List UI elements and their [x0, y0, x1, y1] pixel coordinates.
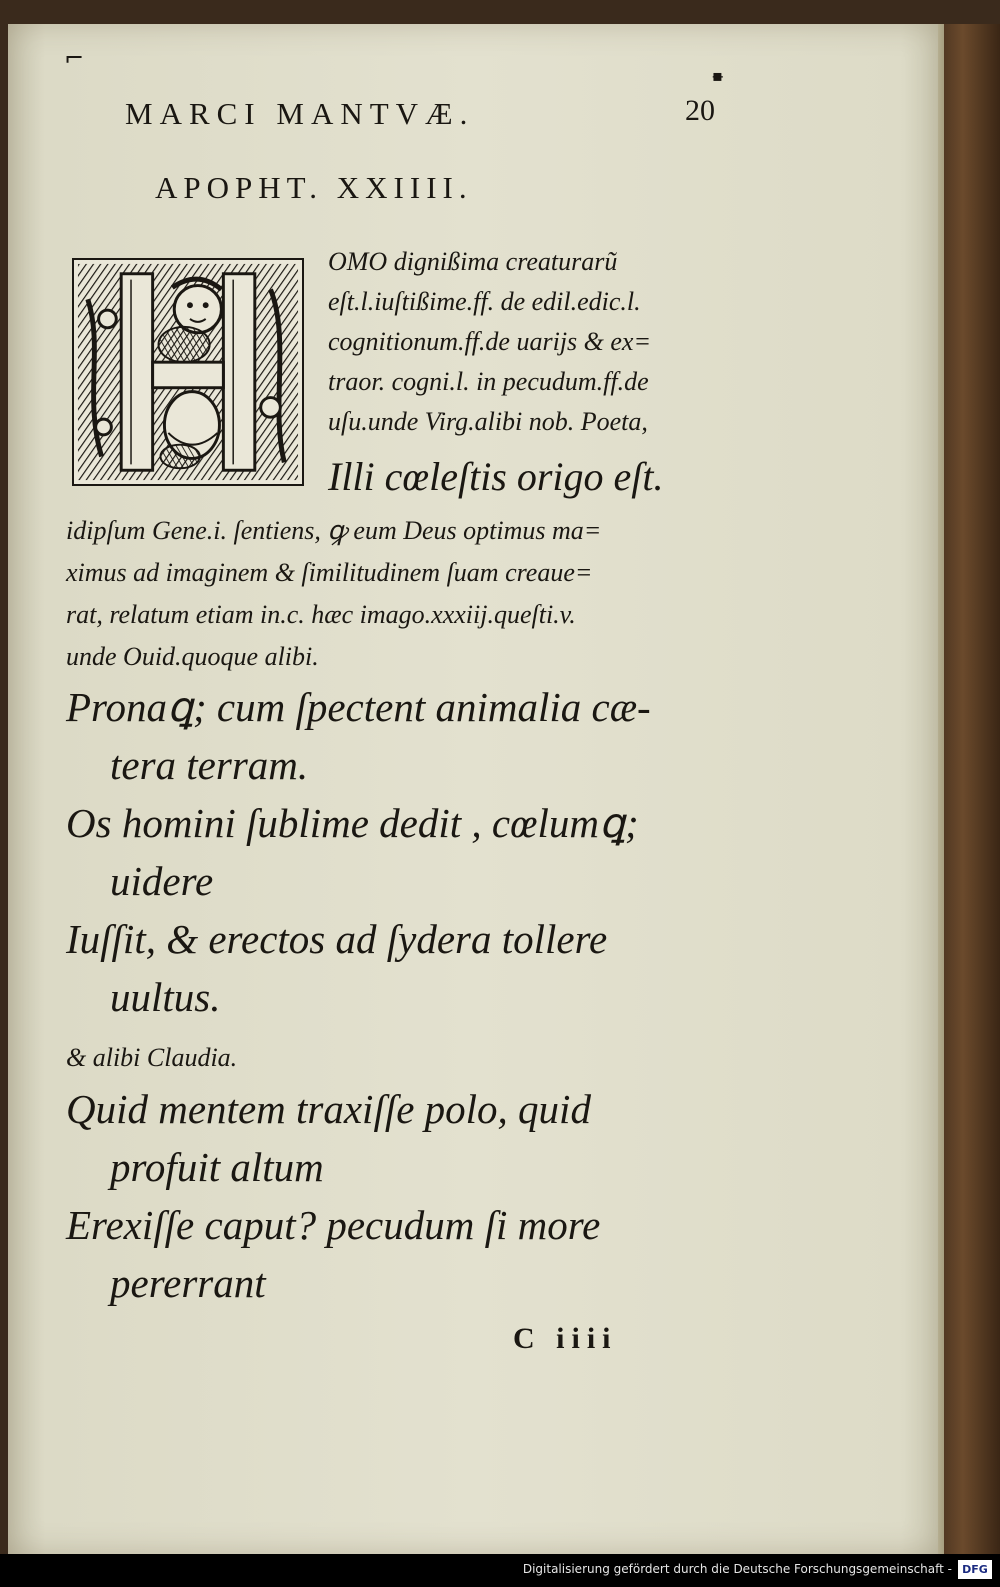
verse-line: Erexiſſe caput? pecudum ſi more: [66, 1202, 601, 1248]
text-line: traor. cogni.l. in pecudum.ff.de: [328, 367, 649, 396]
verse-quotation-line: Illi cœleſtis origo eſt.: [328, 454, 664, 499]
running-header: [125, 96, 715, 136]
text-line: OMO dignißima creaturarũ: [328, 247, 618, 276]
text-line: unde Ouid.quoque alibi.: [66, 642, 319, 671]
verse-block-1: [66, 678, 651, 1026]
verse-line: Quid mentem traxiſſe polo, quid: [66, 1086, 591, 1132]
prose-block-1: [328, 242, 651, 442]
verse-line: uidere: [110, 858, 214, 904]
text-line: ximus ad imaginem & ſimilitudinem ſuam creaue=: [66, 558, 593, 587]
verse-line: Pronaꝗ; cum ſpectent animalia cæ-: [66, 684, 651, 730]
verse-line: pererrant: [110, 1260, 266, 1306]
ink-mark: ▪̶: [712, 66, 723, 85]
dfg-logo: DFG: [958, 1560, 992, 1579]
decorated-initial: [72, 258, 304, 486]
apophthegm-heading: APOPHT. XXIIII.: [155, 170, 473, 205]
page-number: 20: [685, 94, 715, 127]
verse-attribution: & alibi Claudia.: [66, 1043, 238, 1072]
woodcut-initial-h-icon: [74, 260, 302, 484]
ink-mark: ⌐: [64, 44, 85, 72]
text-line: idipſum Gene.i. ſentiens, ꝙ eum Deus optimus ma=: [66, 516, 602, 545]
verse-line: Iuſſit, & erectos ad ſydera tollere: [66, 916, 608, 962]
text-line: eſt.l.iuſtißime.ff. de edil.edic.l.: [328, 287, 641, 316]
funding-notice: Digitalisierung gefördert durch die Deutsche Forschungsgemeinschaft -: [522, 1562, 952, 1576]
text-line: uſu.unde Virg.alibi nob. Poeta,: [328, 407, 648, 436]
verse-block-2: [66, 1080, 600, 1312]
signature-mark: C iiii: [513, 1322, 618, 1355]
running-title: MARCI MANTVÆ.: [125, 96, 475, 131]
book-spine: [938, 24, 1000, 1554]
prose-block-2: [66, 510, 601, 678]
verse-line: tera terram.: [110, 742, 309, 788]
text-line: rat, relatum etiam in.c. hæc imago.xxxiij.queſti.v.: [66, 600, 576, 629]
verse-line: profuit altum: [110, 1144, 324, 1190]
verse-line: uultus.: [110, 974, 221, 1020]
text-line: cognitionum.ff.de uarijs & ex=: [328, 327, 652, 356]
digitization-footer: [0, 1554, 1000, 1587]
verse-line: Os homini ſublime dedit , cœlumꝗ;: [66, 800, 639, 846]
